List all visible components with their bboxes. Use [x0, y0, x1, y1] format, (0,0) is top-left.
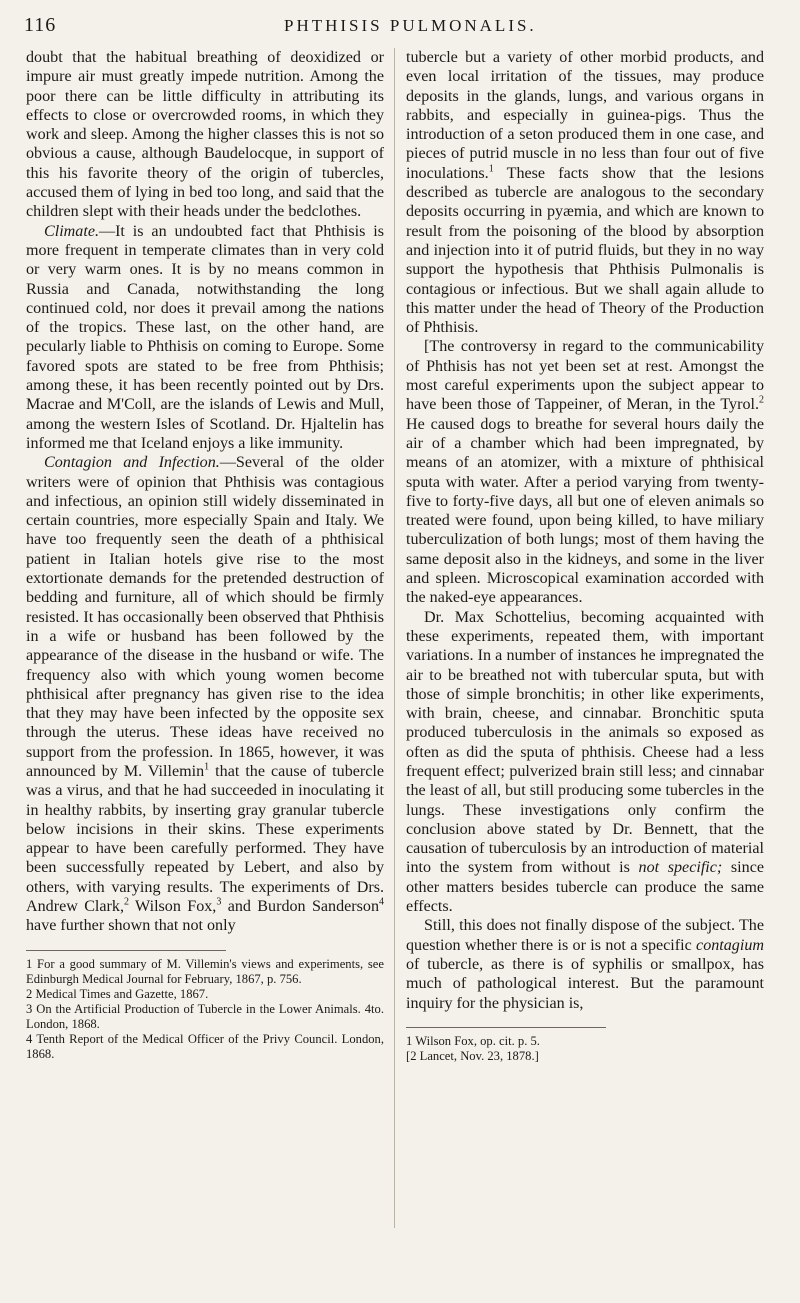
- footnote: 1 Wilson Fox, op. cit. p. 5.: [406, 1033, 540, 1048]
- footnote-ref: 1: [488, 163, 494, 175]
- paragraph-text: He caused dogs to breathe for several hours daily the air of a chamber which had been impregnated, by means of an atomizer, with a mixture of phthisical sputa with water. After a period varying from twenty-five to forty-five days, all but one of eleven animals so treated were found, upon being killed, to have miliary tuberculization of both lungs; most of them having the same deposit also in the kidneys, and some in the liver and spleen. Microscopical examination accorded with the naked-eye appearances.: [406, 415, 764, 607]
- paragraph: doubt that the habitual breathing of deoxidized or impure air must greatly impede nutrition. Among the poor there can be little difficulty in attributing its effects to close or overcrowded rooms, in which they work and sleep. Among the higher classes this is not so obvious a cause, although Baudelocque, in support of this his favorite theory of the origin of tubercles, accused them of lying in bed too long, and said that the children slept with their heads under the bedclothes.: [26, 49, 384, 221]
- footnote-ref: 4: [379, 896, 384, 908]
- footnotes-right: [406, 1027, 606, 1064]
- paragraph-text: tubercle but a variety of other morbid products, and even local irritation of the tissues, may produce deposits in the glands, lungs, and various organs in rabbits, and especially in guinea-pigs. Thus the introduction of a seton produced them in one case, and pieces of putrid muscle in no less than four out of five inoculations.: [406, 49, 764, 182]
- paragraph-text: and Burdon Sanderson: [221, 898, 379, 916]
- paragraph-text: since other matters besides tubercle can produce the same effects.: [406, 859, 764, 916]
- paragraph: [406, 48, 764, 337]
- section-lead-contagion: Contagion and Infection.: [44, 454, 220, 472]
- page-header: [24, 14, 776, 40]
- right-column: [406, 48, 764, 1064]
- paragraph: [406, 608, 764, 917]
- paragraph-text: —It is an undoubted fact that Phthisis is more frequent in temperate climates than in very cold or very warm ones. It is by no means common in Russia and Canada, notwithstanding the long continued cold, nor does it prevail among the nations of the tropics. These last, on the other hand, are pecularly liable to Phthisis on coming to Europe. Some favored spots are stated to be free from Phthisis; among these, it has been recently pointed out by Drs. Macrae and M'Coll, are the islands of Lewis and Mull, among the western Isles of Scotland. Dr. Hjaltelin has informed me that Iceland enjoys a like immunity.: [26, 222, 384, 452]
- paragraph-text: Wilson Fox,: [128, 898, 217, 916]
- running-title: PHTHISIS PULMONALIS.: [284, 16, 537, 35]
- footnote-ref: 2: [123, 896, 129, 908]
- paragraph-text: These facts show that the lesions described as tubercle are analogous to the secondary deposits occurring in pyæmia, and which are known to result from the poisoning of the blood by absorption and injection into it of putrid fluids, but they in no way support the hypothesis that Phthisis Pulmonalis is contagious or infectious. But we shall again allude to this matter under the head of Theory of the Production of Phthisis.: [406, 164, 764, 337]
- footnote-ref: 3: [216, 896, 222, 908]
- footnote: 4 Tenth Report of the Medical Officer of the Privy Council. London, 1868.: [26, 1031, 384, 1061]
- paragraph-text: that the cause of tubercle was a virus, and that he had succeeded in inoculating it in healthy rabbits, by inserting gray granular tubercle below incisions in their skins. These experiments appear to have been carefully performed. They have been successfully repeated by Lebert, and also by others, with varying results. The experiments of Drs. Andrew Clark,: [26, 762, 384, 916]
- section-lead-climate: Climate.: [44, 222, 99, 240]
- footnote-ref: 1: [204, 761, 210, 773]
- footnote: 3 On the Artificial Production of Tubercle in the Lower Animals. 4to. London, 1868.: [26, 1001, 384, 1031]
- paragraph-text: Dr. Max Schottelius, becoming acquainted with these experiments, repeated them, with important variations. In a number of instances he impregnated the air to be breathed not with tubercular sputa, but with those of simple bronchitis; in other like experiments, with brain, cheese, and cinnabar. Bronchitic sputa produced tuberculosis in the animals so exposed as often as did the sputa of phthisis. Cheese had a less frequent effect; pulverized brain still less; and cinnabar the least of all, but still producing some tubercles in the lungs. These investigations only confirm the conclusion above stated by Dr. Bennett, that the causation of tuberculosis by an introduction of material into the system from without is: [406, 608, 764, 877]
- paragraph-contagion: [26, 453, 384, 935]
- left-column: [26, 48, 384, 1062]
- emphasis: contagium: [696, 936, 764, 954]
- paragraph-text: [The controversy in regard to the communicability of Phthisis has not yet been set at rest. Amongst the most careful experiments upon the subject appear to have been those of Tappeiner, of Meran, in the Tyrol.: [406, 338, 764, 414]
- paragraph: [406, 337, 764, 607]
- footnote: 1 For a good summary of M. Villemin's views and experiments, see Edinburgh Medical Journal for February, 1867, p. 756.: [26, 956, 384, 986]
- column-divider: [394, 48, 395, 1228]
- paragraph-text: of tubercle, as there is of syphilis or smallpox, has much of pathological interest. But the paramount inquiry for the physician is,: [406, 955, 764, 1012]
- footnote: 2 Medical Times and Gazette, 1867.: [26, 986, 209, 1001]
- footnotes-left: [26, 950, 384, 1062]
- footnote: [2 Lancet, Nov. 23, 1878.]: [406, 1048, 539, 1063]
- page-number: 116: [24, 14, 57, 36]
- paragraph-text: —Several of the older writers were of opinion that Phthisis was contagious and infectious, an opinion still widely disseminated in certain countries, more especially Spain and Italy. We have too frequently seen the death of a phthisical patient in Italian hotels give rise to the most extortionate demands for the pretended destruction of bedding and furniture, all of which should be firmly resisted. It has occasionally been observed that Phthisis in a wife or husband has been followed by the appearance of the disease in the husband or wife. The frequency also with which young women become phthisical after pregnancy has given rise to the idea that they may have been infected by the opposite sex through the uterus. These ideas have received no support from the profession. In 1865, however, it was announced by M. Villemin: [26, 454, 384, 780]
- paragraph-text: Still, this does not finally dispose of the subject. The question whether there is or is not a specific: [406, 917, 764, 954]
- emphasis: not specific;: [638, 859, 723, 877]
- footnote-ref: 2: [759, 394, 764, 406]
- paragraph-text: have further shown that not only: [26, 917, 236, 935]
- paragraph-climate: [26, 222, 384, 454]
- paragraph: [406, 916, 764, 1012]
